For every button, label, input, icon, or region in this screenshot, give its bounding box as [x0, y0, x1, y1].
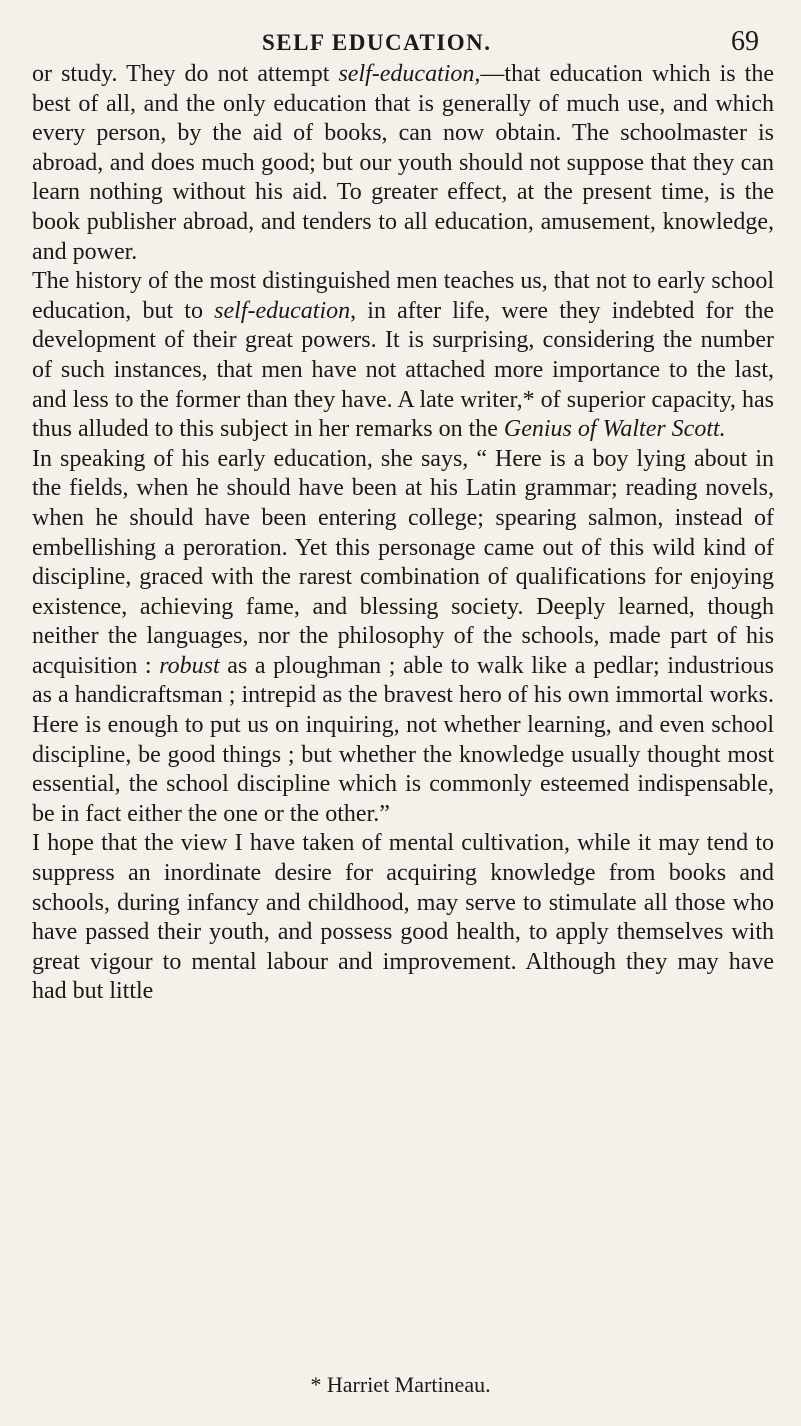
text-run: I hope that the view I have taken of mental cultivation, while it may tend to suppress an inordinate desire for acquiring knowledge from books and schools, during infancy and childhood, may serve to stimulate all those who have passed their youth, and possess good health, to apply themselves with great vigour to mental labour and improvement. Although they may have had but little — [32, 830, 774, 1005]
text-run: The history of the most distinguished men teaches us, that not to early school education, but to — [32, 268, 774, 324]
text-run: or study. They do not attempt — [32, 61, 339, 87]
paragraph-2 — [32, 267, 774, 445]
italic-run: self-education — [214, 297, 351, 324]
text-run: as a ploughman ; able to walk like a pedlar; industrious as a handicraftsman ; intrepid as the bravest hero of his own immortal works. Here is enough to put us on inquiring, not whether learning, and even school discipline, be good things ; but whether the knowledge usually thought most essential, the school discipline which is commonly esteemed indispensable, be in fact either the one or the other.” — [32, 652, 774, 827]
page-header — [0, 20, 801, 60]
paragraph-4 — [32, 829, 774, 1007]
text-run: In speaking of his early education, she says, “ Here is a boy lying about in the fields, when he should have been at his Latin grammar; reading novels, when he should have been entering college; spearing salmon, instead of embellishing a peroration. Yet this personage came out of this wild kind of discipline, graced with the rarest combination of qualifications for enjoying existence, achieving fame, and blessing society. Deeply learned, though neither the languages, nor the philosophy of the schools, made part of his acquisition : — [32, 445, 774, 679]
italic-run: self-education, — [338, 61, 481, 87]
italic-run: robust — [159, 652, 220, 679]
paragraph-3 — [32, 445, 774, 830]
body-text — [32, 60, 774, 1007]
running-head: SELF EDUCATION. — [262, 30, 492, 55]
text-run: —that education which is the best of all, and the only education that is generally of much use, and which every person, by the aid of books, can now obtain. The schoolmaster is abroad, and does much good; but our youth should not suppose that they can learn nothing without his aid. To greater effect, at the present time, is the book publisher abroad, and tenders to all education, amusement, knowledge, and power. — [32, 61, 775, 265]
text-run: , in after life, were they indebted for the development of their great powers. It is surprising, considering the number of such instances, that men have not attached more importance to the last, and less to the former than they have. A late writer,* of superior capacity, has thus alluded to this subject in her remarks on the — [32, 297, 774, 443]
page-number: 69 — [731, 26, 759, 57]
paragraph-1 — [32, 60, 774, 267]
italic-run: Genius of Walter Scott. — [503, 416, 726, 443]
footnote: * Harriet Martineau. — [310, 1372, 491, 1397]
